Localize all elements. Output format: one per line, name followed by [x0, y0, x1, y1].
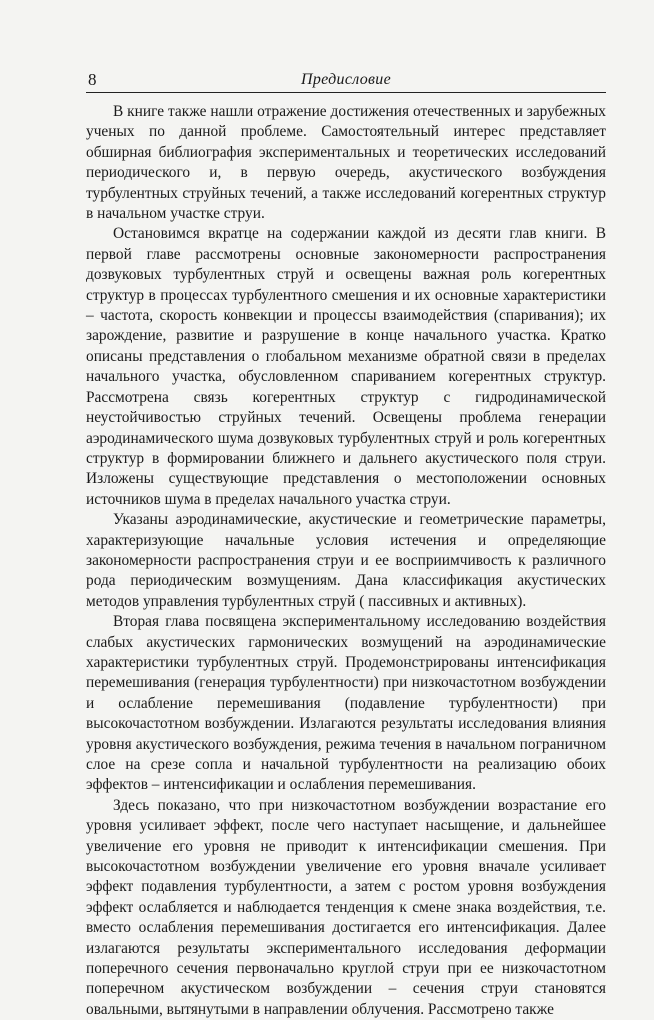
paragraph-4: Вторая глава посвящена экспериментальному исследованию воздействия слабых акустических гармонических возмущений на аэродинамические характеристики турбулентных струй. Продемонстрированы интенсификация перемешивания (генерация турбулентности) при низкочастотном возбуждении и ослабление перемешивания (подавление турбулентности) при высокочастотном возбуждении. Излагаются результаты исследования влияния уровня акустического возбуждения, режима течения в начальном пограничном слое на срезе сопла и начальной турбулентности на реализацию обоих эффектов – интенсификации и ослабления перемешивания. — [86, 613, 606, 794]
running-title: Предисловие — [301, 71, 391, 88]
page-header — [86, 70, 606, 94]
paragraph-3: Указаны аэродинамические, акустические и геометрические параметры, характеризующие начальные условия истечения и определяющие закономерности распространения струи и ее восприимчивость к различного рода периодическим возмущениям. Дана классификация акустических методов управления турбулентных струй ( пассивных и активных). — [86, 511, 606, 610]
page-number: 8 — [88, 70, 97, 89]
header-rule — [86, 92, 606, 93]
paragraph-1: В книге также нашли отражение достижения отечественных и зарубежных ученых по данной проблеме. Самостоятельный интерес представляет обширная библиография экспериментальных и теоретических исследований периодического и, в первую очередь, акустического возбуждения турбулентных струйных течений, а также исследований когерентных структур в начальном участке струи. — [86, 103, 606, 223]
body-text — [86, 102, 606, 1020]
paragraph-5: Здесь показано, что при низкочастотном возбуждении возрастание его уровня усиливает эффект, после чего наступает насыщение, и дальнейшее увеличение его уровня не приводит к интенсификации смешения. При высокочастотном возбуждении увеличение его уровня вначале усиливает эффект подавления турбулентности, а затем с ростом уровня возбуждения эффект ослабляется и наблюдается тенденция к смене знака воздействия, т.е. вместо ослабления перемешивания достигается его интенсификация. Далее излагаются результаты экспериментального исследования деформации поперечного сечения первоначально круглой струи при ее низкочастотном поперечном акустическом возбуждении – сечения струи становятся овальными, вытянутыми в направлении облучения. Рассмотрено также — [86, 796, 606, 1018]
paragraph-2: Остановимся вкратце на содержании каждой из десяти глав книги. В первой главе рассмотрены основные закономерности распространения дозвуковых турбулентных струй и освещены важная роль когерентных структур в процессах турбулентного смешения и их основные характеристики – частота, скорость конвекции и процессы взаимодействия (спаривания); их зарождение, развитие и разрушение в конце начального участка. Кратко описаны представления о глобальном механизме обратной связи в пределах начального участка, обусловленном спариванием когерентных структур. Рассмотрена связь когерентных структур с гидродинамической неустойчивостью струйных течений. Освещены проблема генерации аэродинамического шума дозвуковых турбулентных струй и роль когерентных структур в формировании ближнего и дальнего акустического поля струи. Изложены существующие представления о местоположении основных источников шума в пределах начального участка струи. — [86, 225, 606, 508]
